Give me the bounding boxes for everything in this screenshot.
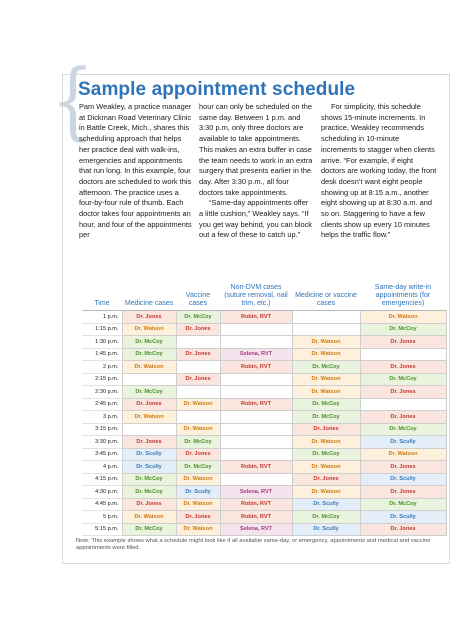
appointment-cell: Dr. Watson <box>292 336 360 349</box>
appointment-cell <box>220 336 292 349</box>
appointment-cell: Dr. Jones <box>292 473 360 486</box>
appointment-cell <box>220 323 292 336</box>
appointment-cell: Dr. Scully <box>122 448 176 461</box>
appointment-cell <box>220 423 292 436</box>
appointment-cell: Dr. McCoy <box>176 436 220 449</box>
time-cell: 3:15 p.m. <box>82 423 122 436</box>
appointment-cell <box>122 423 176 436</box>
header-same-day: Same-day write-in appointments (for emergencies) <box>360 274 446 311</box>
decorative-brace: { <box>51 51 95 149</box>
appointment-cell: Dr. McCoy <box>360 423 446 436</box>
appointment-cell: Selena, RVT <box>220 486 292 499</box>
appointment-cell: Dr. Watson <box>176 523 220 536</box>
appointment-cell: Dr. Jones <box>122 498 176 511</box>
article-column-1 <box>79 102 193 241</box>
appointment-cell: Dr. Watson <box>292 461 360 474</box>
appointment-cell: Dr. McCoy <box>292 398 360 411</box>
schedule-row <box>82 361 446 374</box>
time-cell: 2:45 p.m. <box>82 398 122 411</box>
appointment-cell: Dr. Jones <box>176 511 220 524</box>
page-title: Sample appointment schedule <box>78 79 356 100</box>
appointment-cell: Dr. Watson <box>360 448 446 461</box>
appointment-cell: Dr. Jones <box>360 411 446 424</box>
schedule-row <box>82 486 446 499</box>
appointment-cell <box>176 386 220 399</box>
schedule-row <box>82 461 446 474</box>
header-non-dvm: Non-DVM cases (suture removal, nail trim, etc.) <box>220 274 292 311</box>
appointment-cell <box>220 473 292 486</box>
appointment-cell <box>220 436 292 449</box>
article-column-3 <box>321 102 437 241</box>
schedule-row <box>82 373 446 386</box>
appointment-cell: Dr. McCoy <box>122 386 176 399</box>
appointment-cell: Dr. Watson <box>122 511 176 524</box>
appointment-cell: Selena, RVT <box>220 348 292 361</box>
appointment-cell: Dr. McCoy <box>292 411 360 424</box>
time-cell: 1 p.m. <box>82 311 122 324</box>
time-cell: 1:45 p.m. <box>82 348 122 361</box>
appointment-cell <box>176 336 220 349</box>
time-cell: 2 p.m. <box>82 361 122 374</box>
appointment-cell <box>360 348 446 361</box>
time-cell: 3 p.m. <box>82 411 122 424</box>
appointment-cell: Dr. Scully <box>122 461 176 474</box>
appointment-cell: Dr. Scully <box>292 498 360 511</box>
header-time: Time <box>82 274 122 311</box>
appointment-cell: Dr. McCoy <box>360 373 446 386</box>
appointment-cell: Dr. Jones <box>360 386 446 399</box>
appointment-cell: Dr. Watson <box>122 323 176 336</box>
schedule-row <box>82 436 446 449</box>
appointment-cell: Dr. Jones <box>360 461 446 474</box>
time-cell: 4 p.m. <box>82 461 122 474</box>
time-cell: 2:15 p.m. <box>82 373 122 386</box>
header-vaccine: Vaccine cases <box>176 274 220 311</box>
appointment-cell: Dr. Jones <box>176 448 220 461</box>
appointment-cell: Selena, RVT <box>220 523 292 536</box>
schedule-row <box>82 423 446 436</box>
appointment-cell: Dr. Jones <box>292 423 360 436</box>
appointment-cell <box>176 411 220 424</box>
schedule-row <box>82 511 446 524</box>
schedule-row <box>82 386 446 399</box>
header-medicine-or-vaccine: Medicine or vaccine cases <box>292 274 360 311</box>
time-cell: 1:15 p.m. <box>82 323 122 336</box>
appointment-cell: Dr. Scully <box>360 473 446 486</box>
appointment-cell: Dr. Jones <box>176 373 220 386</box>
appointment-cell <box>292 323 360 336</box>
schedule-row <box>82 398 446 411</box>
appointment-cell: Dr. McCoy <box>360 323 446 336</box>
time-cell: 2:30 p.m. <box>82 386 122 399</box>
appointment-cell: Dr. Watson <box>176 473 220 486</box>
appointment-cell: Dr. McCoy <box>292 511 360 524</box>
appointment-cell <box>176 361 220 374</box>
appointment-cell: Dr. Watson <box>292 486 360 499</box>
schedule-row <box>82 336 446 349</box>
schedule-row <box>82 311 446 324</box>
appointment-cell: Dr. Watson <box>292 386 360 399</box>
header-medicine: Medicine cases <box>122 274 176 311</box>
appointment-cell: Robin, RVT <box>220 398 292 411</box>
schedule-header-row <box>82 274 446 311</box>
appointment-cell: Robin, RVT <box>220 498 292 511</box>
appointment-cell: Dr. Jones <box>360 336 446 349</box>
time-cell: 5 p.m. <box>82 511 122 524</box>
time-cell: 3:30 p.m. <box>82 436 122 449</box>
appointment-cell: Dr. Watson <box>360 311 446 324</box>
appointment-cell: Dr. Jones <box>176 348 220 361</box>
appointment-cell: Dr. McCoy <box>176 311 220 324</box>
schedule-row <box>82 348 446 361</box>
appointment-cell: Dr. Watson <box>176 398 220 411</box>
appointment-cell: Dr. Jones <box>122 398 176 411</box>
appointment-cell: Dr. McCoy <box>122 348 176 361</box>
appointment-cell: Dr. McCoy <box>122 473 176 486</box>
appointment-cell: Dr. Jones <box>176 323 220 336</box>
appointment-cell <box>220 448 292 461</box>
appointment-cell: Dr. McCoy <box>292 361 360 374</box>
time-cell: 4:30 p.m. <box>82 486 122 499</box>
appointment-cell: Robin, RVT <box>220 361 292 374</box>
time-cell: 4:15 p.m. <box>82 473 122 486</box>
schedule-row <box>82 411 446 424</box>
appointment-cell: Dr. Watson <box>122 411 176 424</box>
appointment-cell: Dr. Watson <box>292 348 360 361</box>
schedule-table <box>82 274 447 536</box>
article-paragraph: hour can only be scheduled on the same day. Between 1 p.m. and 3:30 p.m, only three doctors are available to take appointments. This makes an extra buffer in case the team needs to work in an extra surgery that presents earlier in the day. After 3:30 p.m., all four doctors take appointments. <box>199 102 313 197</box>
time-cell: 4:45 p.m. <box>82 498 122 511</box>
time-cell: 3:45 p.m. <box>82 448 122 461</box>
schedule-body <box>82 311 446 536</box>
appointment-cell: Dr. Scully <box>292 523 360 536</box>
article-paragraph: For simplicity, this schedule shows 15-minute increments. In practice, Weakley recommends scheduling in 10-minute increments to stagger when clients arrive. “For example, if eight doctors are working today, the front desk doesn’t want eight people showing up at 8:15 a.m., another eight showing up at 8:30 a.m. and so on. Staggering to have a few clients show up every 10 minutes helps the traffic flow.” <box>321 102 437 240</box>
appointment-cell <box>220 411 292 424</box>
appointment-cell <box>292 311 360 324</box>
appointment-cell: Dr. Watson <box>122 361 176 374</box>
appointment-cell: Dr. Jones <box>122 436 176 449</box>
appointment-cell: Dr. Watson <box>176 498 220 511</box>
schedule-row <box>82 523 446 536</box>
appointment-cell: Dr. Jones <box>122 311 176 324</box>
appointment-cell: Robin, RVT <box>220 311 292 324</box>
appointment-cell: Dr. Watson <box>292 373 360 386</box>
appointment-cell: Dr. Jones <box>360 486 446 499</box>
article-paragraph: Pam Weakley, a practice manager at Dickman Road Veterinary Clinic in Battle Creek, Mich., shares this scheduling approach that helps her practice deal with walk-ins, emergencies and appointments that run long. In this example, four doctors are scheduled to work this afternoon. The practice uses a four-by-four rule of thumb. Each doctor takes four appointments an hour, and four of the appointments per <box>79 102 192 240</box>
appointment-cell: Dr. McCoy <box>122 336 176 349</box>
appointment-cell: Dr. McCoy <box>122 486 176 499</box>
time-cell: 1:30 p.m. <box>82 336 122 349</box>
appointment-cell: Dr. McCoy <box>176 461 220 474</box>
appointment-cell: Dr. Scully <box>360 511 446 524</box>
appointment-cell: Dr. Scully <box>360 436 446 449</box>
schedule-row <box>82 323 446 336</box>
schedule-row <box>82 448 446 461</box>
article-column-2 <box>199 102 313 241</box>
appointment-cell: Dr. Watson <box>176 423 220 436</box>
appointment-cell: Robin, RVT <box>220 511 292 524</box>
article-paragraph: “Same-day appointments offer a little cushion,” Weakley says. “If you get way behind, you can block out a few of these to catch up.” <box>199 198 312 240</box>
appointment-cell: Dr. McCoy <box>292 448 360 461</box>
schedule-row <box>82 473 446 486</box>
schedule-row <box>82 498 446 511</box>
appointment-cell: Dr. Jones <box>360 523 446 536</box>
appointment-cell: Dr. McCoy <box>360 498 446 511</box>
appointment-cell <box>122 373 176 386</box>
appointment-cell: Dr. Scully <box>176 486 220 499</box>
appointment-cell <box>220 373 292 386</box>
table-note: Note: This example shows what a schedule might look like if all available same-day, or emergency, appointments and medical and vaccine appointments were filled. <box>76 538 431 552</box>
appointment-cell: Dr. Jones <box>360 361 446 374</box>
time-cell: 5:15 p.m. <box>82 523 122 536</box>
appointment-cell <box>360 398 446 411</box>
appointment-cell: Dr. McCoy <box>122 523 176 536</box>
appointment-cell: Dr. Watson <box>292 436 360 449</box>
appointment-cell <box>220 386 292 399</box>
appointment-cell: Robin, RVT <box>220 461 292 474</box>
